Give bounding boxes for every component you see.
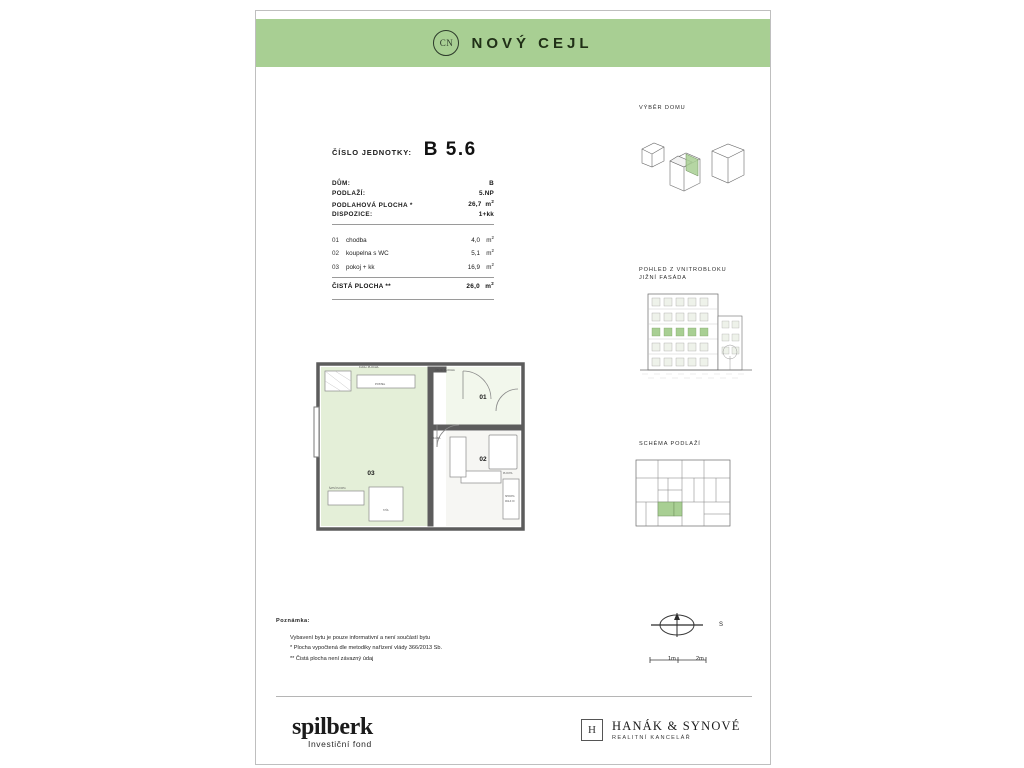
room-unit: $m^2$: [486, 235, 494, 245]
building-axonometry-diagram: [634, 121, 759, 201]
room-list: [332, 233, 494, 282]
notes-line: * Plocha vypočtená dle metodiky nařízení vlády 366/2013 Sb.: [290, 645, 443, 652]
spec-key: DISPOZICE:: [332, 211, 373, 219]
footer-divider: [276, 696, 752, 697]
room-area: 16,9: [467, 263, 480, 271]
plan-label-washer: PRAČKA: [431, 438, 441, 440]
room-name: pokoj + kk: [346, 263, 375, 271]
hanak-monogram-icon: H: [581, 719, 603, 741]
hanak-name: HANÁK & SYNOVÉ: [612, 719, 741, 733]
plan-label-shower2: WALK IN: [505, 501, 515, 503]
room-name: koupelna s WC: [346, 250, 389, 258]
net-area-value: 26,0: [466, 283, 480, 291]
plan-label-sink: PLOCHA: [503, 473, 513, 475]
logo-initials: CN: [439, 38, 454, 48]
spilberk-logo: [292, 714, 373, 749]
brand-logo-icon: [433, 30, 459, 56]
room-unit: $m^2$: [486, 248, 494, 258]
spec-key: PODLAHOVÁ PLOCHA *: [332, 201, 413, 209]
plan-room-number-02: 02: [479, 456, 487, 463]
spec-row: [332, 179, 494, 189]
apartment-floorplan: [313, 359, 528, 534]
brand-title: NOVÝ CEJL: [471, 34, 593, 52]
room-area: 5,1: [471, 250, 480, 258]
spec-value: 5.NP: [478, 189, 494, 197]
hanak-subtitle: REALITNÍ KANCELÁŘ: [612, 735, 691, 741]
compass-north-label: S: [719, 622, 724, 628]
plan-label-bed: POSTEL: [375, 383, 386, 386]
spec-key: DŮM:: [332, 180, 351, 188]
room-unit: $m^2$: [486, 261, 494, 271]
divider: [332, 277, 494, 278]
list-item: [332, 260, 494, 273]
scale-tick-2m: 2m: [696, 656, 704, 662]
spilberk-subtitle: Investiční fond: [308, 739, 372, 749]
notes-line: ** Čistá plocha není závazný údaj: [290, 655, 374, 662]
plan-room-number-01: 01: [479, 394, 487, 401]
facade-title-line1: POHLED Z VNITROBLOKU: [639, 267, 727, 273]
hanak-logo: [581, 719, 741, 741]
scale-tick-1m: 1m: [668, 656, 676, 662]
list-item: [332, 233, 494, 246]
section-title-facade: [639, 266, 727, 283]
room-area: 4,0: [471, 237, 480, 245]
net-area-unit: $m^2$: [485, 281, 494, 291]
plan-room-number-03: 03: [367, 470, 375, 477]
floorplan-sheet: [255, 10, 771, 765]
plan-label-util: ÚKLID. PLOCHA: [435, 369, 455, 372]
section-title-floor-scheme: SCHÉMA PODLAŽÍ: [639, 441, 701, 447]
list-item: [332, 246, 494, 259]
plan-label-shower: SPRCHA: [505, 496, 515, 498]
unit-heading: [332, 139, 477, 161]
spec-row: [332, 210, 494, 220]
scale-bar: [646, 656, 726, 678]
spec-value: 26,7 $m^2$: [468, 199, 494, 209]
notes-title: Poznámka:: [276, 618, 311, 624]
room-number: 02: [332, 250, 340, 258]
plan-label-wardrobe: ŠATNÍ PLOCHA: [329, 488, 346, 490]
header-band: [256, 19, 770, 67]
spilberk-name: spilberk: [292, 714, 373, 740]
spec-value: B: [489, 180, 494, 188]
notes-line: Vybavení bytu je pouze informativní a není součástí bytu: [290, 634, 431, 641]
spec-row: [332, 189, 494, 199]
room-number: 03: [332, 263, 340, 271]
plan-label-desk: STŮL: [383, 510, 389, 512]
facade-title-line2: JIŽNÍ FASÁDA: [639, 275, 687, 282]
spec-value: 1+kk: [478, 211, 494, 219]
room-number: 01: [332, 237, 340, 245]
spec-row: [332, 198, 494, 210]
divider: [332, 299, 494, 300]
unit-label: ČÍSLO JEDNOTKY:: [332, 148, 412, 157]
unit-value: B 5.6: [423, 139, 477, 160]
notes-block: [276, 616, 546, 665]
plan-label-washer2: X: [431, 444, 433, 446]
net-area-row: [332, 281, 494, 290]
spec-key: PODLAŽÍ:: [332, 189, 366, 197]
net-area-label: ČISTÁ PLOCHA **: [332, 283, 391, 291]
room-name: chodba: [346, 237, 367, 245]
facade-elevation-diagram: [634, 286, 759, 391]
plan-label-kitchen: KUCH. PLOCHA: [359, 366, 379, 369]
divider: [332, 224, 494, 225]
floor-scheme-diagram: [634, 456, 734, 531]
specs-table: [332, 179, 494, 229]
compass-north-icon: [641, 608, 721, 642]
section-title-house-select: VÝBĚR DOMU: [639, 105, 686, 111]
